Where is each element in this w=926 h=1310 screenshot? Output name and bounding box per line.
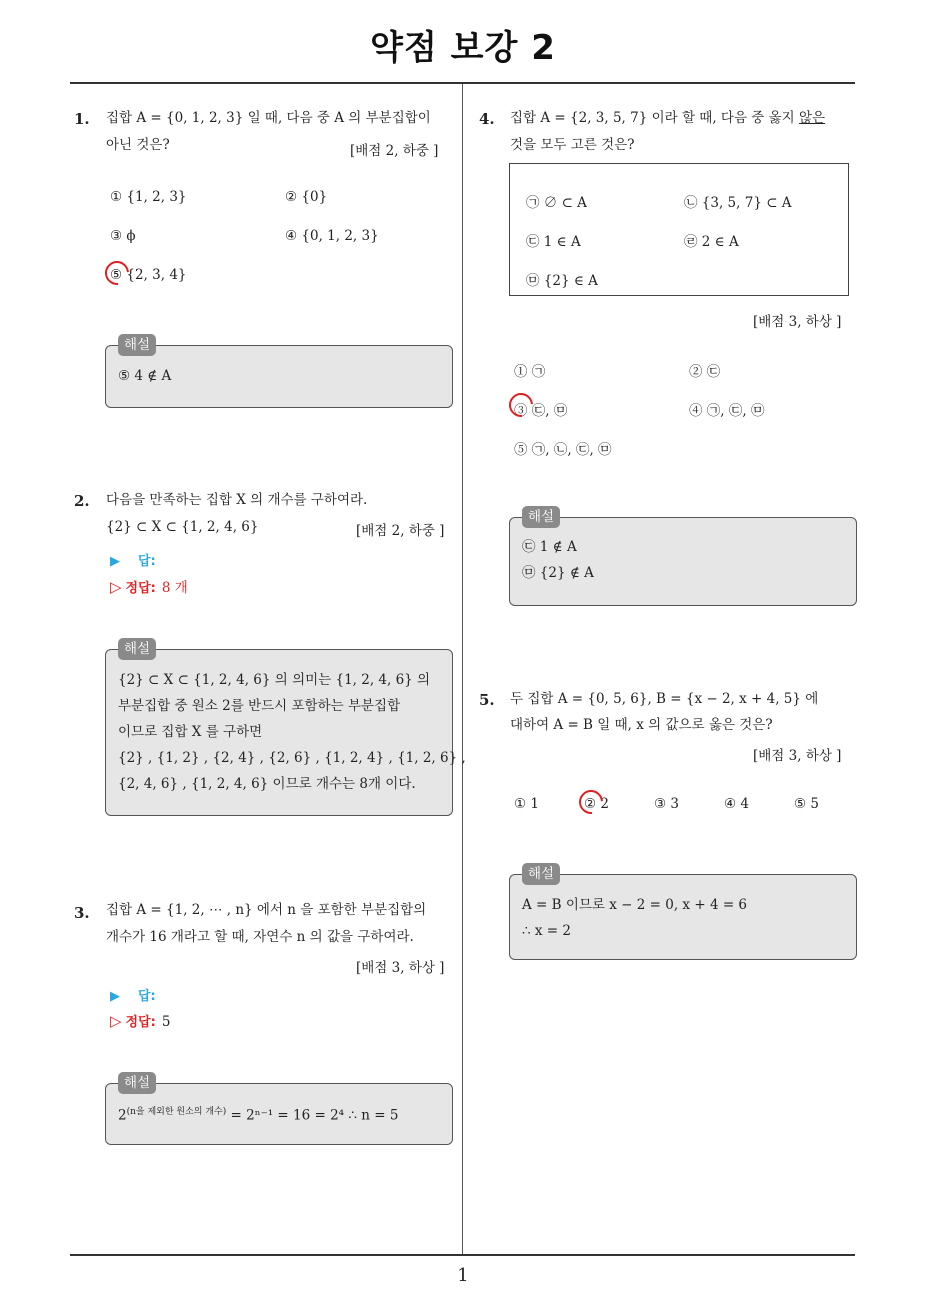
choice-4[interactable]: ④ 4 <box>724 796 749 812</box>
solution-box <box>509 874 857 960</box>
question-text-line: 집합 A = {0, 1, 2, 3} 일 때, 다음 중 A 의 부분집합이 <box>106 110 431 126</box>
question-number: 5. <box>479 691 495 709</box>
choice-1[interactable]: ① 1 <box>514 796 539 812</box>
score-meta: [배점 3, 하상 ] <box>753 748 842 764</box>
question-text-line: 집합 A = {2, 3, 5, 7} 이라 할 때, 다음 중 옳지 않은 <box>510 110 826 126</box>
solution-tag: 해설 <box>118 638 156 660</box>
solution-line: ㉢ 1 ∉ A <box>522 539 577 555</box>
outline-triangle-icon: ▷ <box>110 1012 122 1030</box>
solution-tag: 해설 <box>118 334 156 356</box>
choice-4[interactable]: ④ ㉠, ㉢, ㉤ <box>689 403 765 419</box>
choice-1[interactable]: ① {1, 2, 3} <box>110 189 187 205</box>
choice-2[interactable]: ② {0} <box>285 189 328 205</box>
choice-4[interactable]: ④ {0, 1, 2, 3} <box>285 228 379 244</box>
solution-line: 부분집합 중 원소 2를 반드시 포함하는 부분집합 <box>118 698 401 714</box>
solution-tag: 해설 <box>118 1072 156 1094</box>
question-number: 2. <box>74 492 90 510</box>
condition-item: ㉠ ∅ ⊂ A <box>526 195 587 211</box>
solution-line: {2} , {1, 2} , {2, 4} , {2, 6} , {1, 2, 4} , {1, 2, 6} , <box>118 750 466 766</box>
choice-3[interactable]: ③ ϕ <box>110 228 136 244</box>
score-meta: [배점 3, 하상 ] <box>753 314 842 330</box>
question-number: 3. <box>74 904 90 922</box>
question-text-line: 집합 A = {1, 2, ⋯ , n} 에서 n 을 포함한 부분집합의 <box>106 902 427 918</box>
outline-triangle-icon: ▷ <box>110 578 122 596</box>
question-text-line: 것을 모두 고른 것은? <box>510 137 635 153</box>
page-number: 1 <box>457 1265 469 1286</box>
condition-item: ㉢ 1 ∈ A <box>526 234 581 250</box>
solution-line: ㉤ {2} ∉ A <box>522 565 594 581</box>
correct-answer: ▷ 정답: 8 개 <box>110 578 188 596</box>
choice-2[interactable]: ② 2 <box>584 796 609 812</box>
solution-line: ∴ x = 2 <box>522 923 571 939</box>
bottom-rule <box>70 1254 855 1256</box>
choice-5[interactable]: ⑤ ㉠, ㉡, ㉢, ㉤ <box>514 442 612 458</box>
column-divider <box>462 84 463 1256</box>
choice-1[interactable]: ① ㉠ <box>514 364 546 380</box>
choice-5[interactable]: ⑤ 5 <box>794 796 819 812</box>
condition-item: ㉤ {2} ∈ A <box>526 273 598 289</box>
choice-2[interactable]: ② ㉢ <box>689 364 721 380</box>
page-title: 약점 보강 2 <box>370 28 556 68</box>
play-triangle-icon: ▶ <box>110 989 120 1004</box>
question-condition: {2} ⊂ X ⊂ {1, 2, 4, 6} <box>106 519 259 535</box>
solution-formula: $2^{(n을 제외한 원소의 개수)} = 2^{n-1} = 16 = 2^4$ ∴ n = 5 <box>118 1107 399 1124</box>
selected-answer-mark <box>100 256 134 290</box>
solution-line: {2, 4, 6} , {1, 2, 4, 6} 이므로 개수는 8개 이다. <box>118 776 416 792</box>
score-meta: [배점 2, 하중 ] <box>356 523 445 539</box>
answer-field[interactable]: ▶ 답: <box>110 554 156 569</box>
solution-box <box>509 517 857 606</box>
choice-3[interactable]: ③ 3 <box>654 796 679 812</box>
solution-line: 이므로 집합 X 를 구하면 <box>118 724 263 740</box>
condition-item: ㉣ 2 ∈ A <box>684 234 739 250</box>
correct-answer: ▷ 정답: 5 <box>110 1012 171 1030</box>
score-meta: [배점 2, 하중 ] <box>350 143 439 159</box>
question-text-line: 개수가 16 개라고 할 때, 자연수 n 의 값을 구하여라. <box>106 929 414 945</box>
question-text-line: 아닌 것은? <box>106 137 170 153</box>
selected-answer-mark <box>574 785 608 819</box>
solution-line: {2} ⊂ X ⊂ {1, 2, 4, 6} 의 의미는 {1, 2, 4, 6} 의 <box>118 672 431 688</box>
solution-line: A = B 이므로 x − 2 = 0, x + 4 = 6 <box>522 897 748 913</box>
question-text-line: 대하여 A = B 일 때, x 의 값으로 옳은 것은? <box>510 717 773 733</box>
choice-5[interactable]: ⑤ {2, 3, 4} <box>110 267 187 283</box>
solution-tag: 해설 <box>522 863 560 885</box>
solution-tag: 해설 <box>522 506 560 528</box>
answer-field[interactable]: ▶ 답: <box>110 989 156 1004</box>
question-number: 4. <box>479 110 495 128</box>
condition-item: ㉡ {3, 5, 7} ⊂ A <box>684 195 792 211</box>
question-number: 1. <box>74 110 90 128</box>
score-meta: [배점 3, 하상 ] <box>356 960 445 976</box>
play-triangle-icon: ▶ <box>110 554 120 569</box>
question-text-line: 다음을 만족하는 집합 X 의 개수를 구하여라. <box>106 492 368 508</box>
choice-3[interactable]: ③ ㉢, ㉤ <box>514 403 568 419</box>
solution-line: ⑤ 4 ∉ A <box>118 368 172 384</box>
question-text-line: 두 집합 A = {0, 5, 6}, B = {x − 2, x + 4, 5} 에 <box>510 691 819 707</box>
